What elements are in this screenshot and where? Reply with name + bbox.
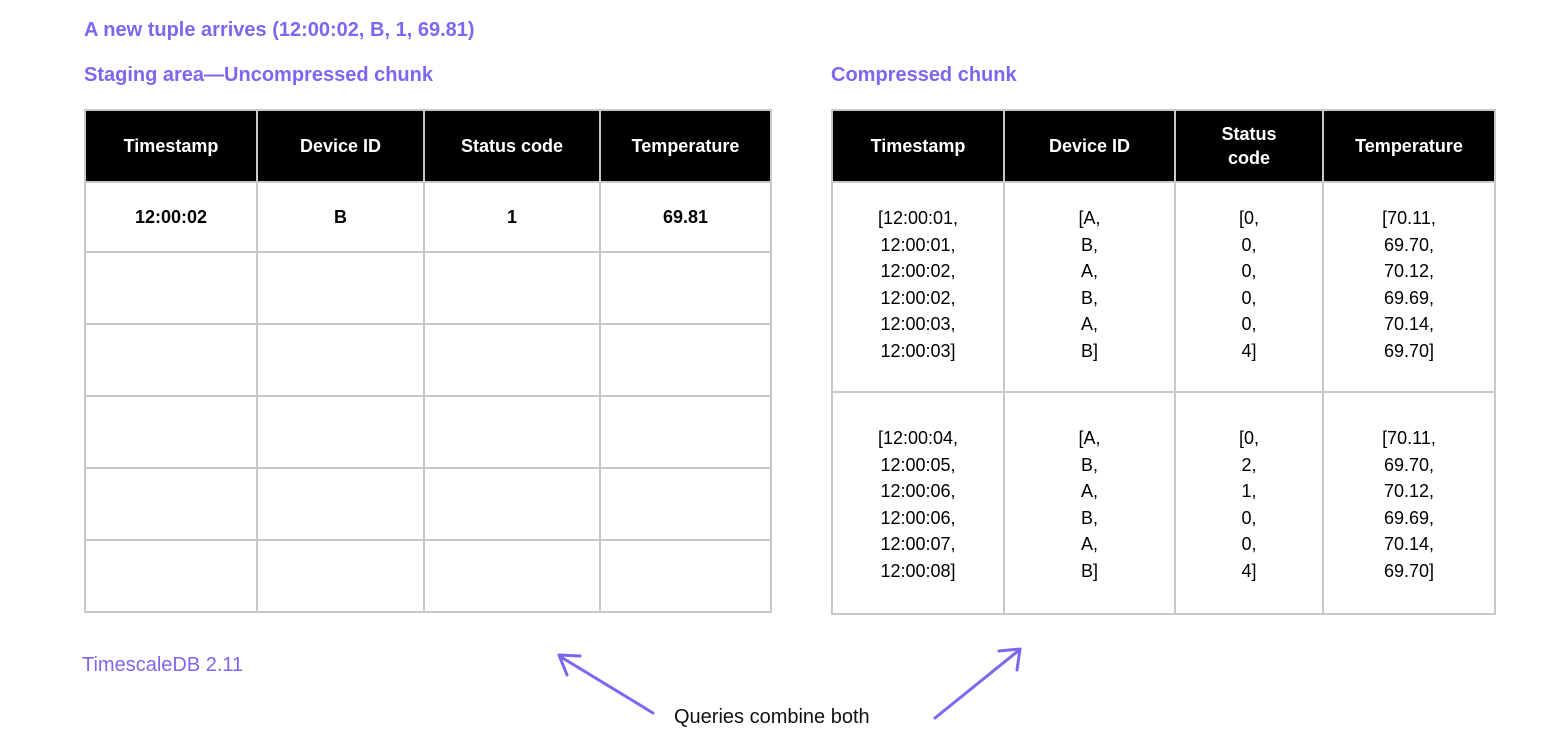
- empty-cell: [600, 324, 771, 396]
- compressed-header-temperature: Temperature: [1323, 110, 1495, 182]
- array-value: [12:00:01,: [877, 208, 959, 228]
- array-value: 0,: [1241, 314, 1257, 334]
- array-value: 69.69,: [1383, 507, 1435, 528]
- compressed-table: [831, 109, 1496, 615]
- empty-cell: [85, 252, 257, 324]
- compressed-header-device-id: Device ID: [1004, 110, 1175, 182]
- array-value: 4]: [1241, 560, 1257, 581]
- array-value: 0,: [1241, 261, 1257, 281]
- empty-cell: [600, 540, 771, 612]
- empty-cell: [85, 540, 257, 612]
- empty-cell: [85, 396, 257, 468]
- compressed-cell-status-code: [1175, 182, 1323, 392]
- empty-cell: [257, 396, 424, 468]
- array-value: 12:00:02,: [880, 261, 956, 281]
- array-value: [0,: [1238, 428, 1259, 448]
- array-value: 12:00:06,: [880, 507, 956, 528]
- empty-cell: [257, 324, 424, 396]
- staging-empty-row: [85, 396, 771, 468]
- array-value: A,: [1080, 481, 1098, 501]
- array-value: 69.70]: [1383, 340, 1435, 361]
- compressed-row: [832, 182, 1495, 392]
- staging-cell-timestamp: 12:00:02: [85, 182, 257, 252]
- empty-cell: [424, 540, 600, 612]
- array-value: [70.11,: [1382, 208, 1436, 228]
- empty-cell: [424, 468, 600, 540]
- compressed-cell-temperature: [1323, 392, 1495, 614]
- compressed-chunk-title: Compressed chunk: [831, 64, 1017, 86]
- staging-area-title: Staging area—Uncompressed chunk: [84, 64, 433, 86]
- staging-cell-device-id: B: [257, 182, 424, 252]
- staging-header-timestamp: Timestamp: [85, 110, 257, 182]
- array-value: B]: [1080, 560, 1098, 581]
- empty-cell: [600, 468, 771, 540]
- compressed-row: [832, 392, 1495, 614]
- array-value: [12:00:04,: [877, 428, 959, 448]
- array-value: 0,: [1241, 534, 1257, 554]
- array-value: 12:00:05,: [880, 454, 956, 475]
- arrow-to-compressed-icon: [935, 649, 1020, 718]
- array-value: 12:00:06,: [880, 481, 956, 501]
- compressed-cell-device-id: [1004, 182, 1175, 392]
- array-value: 69.69,: [1383, 287, 1435, 308]
- array-value: A,: [1080, 261, 1098, 281]
- array-value: [A,: [1078, 208, 1101, 228]
- staging-cell-temperature: 69.81: [600, 182, 771, 252]
- array-value: 70.14,: [1383, 314, 1435, 334]
- compressed-header-status-code: Status code: [1175, 110, 1323, 182]
- compressed-cell-timestamp: [832, 392, 1004, 614]
- array-value: [0,: [1238, 208, 1259, 228]
- empty-cell: [424, 324, 600, 396]
- compressed-cell-status-code: [1175, 392, 1323, 614]
- new-tuple-heading: A new tuple arrives (12:00:02, B, 1, 69.81): [84, 19, 475, 41]
- array-value: B,: [1080, 454, 1098, 475]
- empty-cell: [257, 540, 424, 612]
- staging-header-device-id: Device ID: [257, 110, 424, 182]
- compressed-header-row: [832, 110, 1495, 182]
- compressed-cell-temperature: [1323, 182, 1495, 392]
- array-value: B,: [1080, 234, 1098, 255]
- array-value: 4]: [1241, 340, 1257, 361]
- compressed-cell-timestamp: [832, 182, 1004, 392]
- array-value: A,: [1080, 534, 1098, 554]
- array-value: 12:00:08]: [880, 560, 956, 581]
- compressed-cell-device-id: [1004, 392, 1175, 614]
- array-value: B]: [1080, 340, 1098, 361]
- array-value: B,: [1080, 507, 1098, 528]
- staging-empty-row: [85, 468, 771, 540]
- queries-combine-label: Queries combine both: [674, 706, 870, 728]
- array-value: [70.11,: [1382, 428, 1436, 448]
- empty-cell: [85, 468, 257, 540]
- array-value: [A,: [1078, 428, 1101, 448]
- array-value: 70.12,: [1383, 481, 1435, 501]
- array-value: 70.14,: [1383, 534, 1435, 554]
- empty-cell: [424, 396, 600, 468]
- array-value: 0,: [1241, 234, 1257, 255]
- empty-cell: [424, 252, 600, 324]
- array-value: 12:00:01,: [880, 234, 956, 255]
- staging-header-temperature: Temperature: [600, 110, 771, 182]
- empty-cell: [257, 468, 424, 540]
- staging-empty-row: [85, 252, 771, 324]
- array-value: 12:00:02,: [880, 287, 956, 308]
- array-value: 1,: [1241, 481, 1257, 501]
- staging-row: [85, 182, 771, 252]
- array-value: A,: [1080, 314, 1098, 334]
- empty-cell: [600, 252, 771, 324]
- array-value: 69.70]: [1383, 560, 1435, 581]
- array-value: B,: [1080, 287, 1098, 308]
- array-value: 12:00:07,: [880, 534, 956, 554]
- staging-cell-status-code: 1: [424, 182, 600, 252]
- staging-empty-row: [85, 540, 771, 612]
- array-value: 0,: [1241, 507, 1257, 528]
- staging-table: [84, 109, 772, 613]
- array-value: 69.70,: [1383, 234, 1435, 255]
- staging-header-status-code: Status code: [424, 110, 600, 182]
- empty-cell: [257, 252, 424, 324]
- staging-empty-row: [85, 324, 771, 396]
- array-value: 12:00:03,: [880, 314, 956, 334]
- array-value: 12:00:03]: [880, 340, 956, 361]
- staging-header-row: [85, 110, 771, 182]
- array-value: 2,: [1241, 454, 1257, 475]
- array-value: 0,: [1241, 287, 1257, 308]
- array-value: 70.12,: [1383, 261, 1435, 281]
- arrow-to-staging-icon: [559, 655, 653, 713]
- array-value: 69.70,: [1383, 454, 1435, 475]
- empty-cell: [85, 324, 257, 396]
- compressed-header-timestamp: Timestamp: [832, 110, 1004, 182]
- version-label: TimescaleDB 2.11: [82, 654, 244, 676]
- empty-cell: [600, 396, 771, 468]
